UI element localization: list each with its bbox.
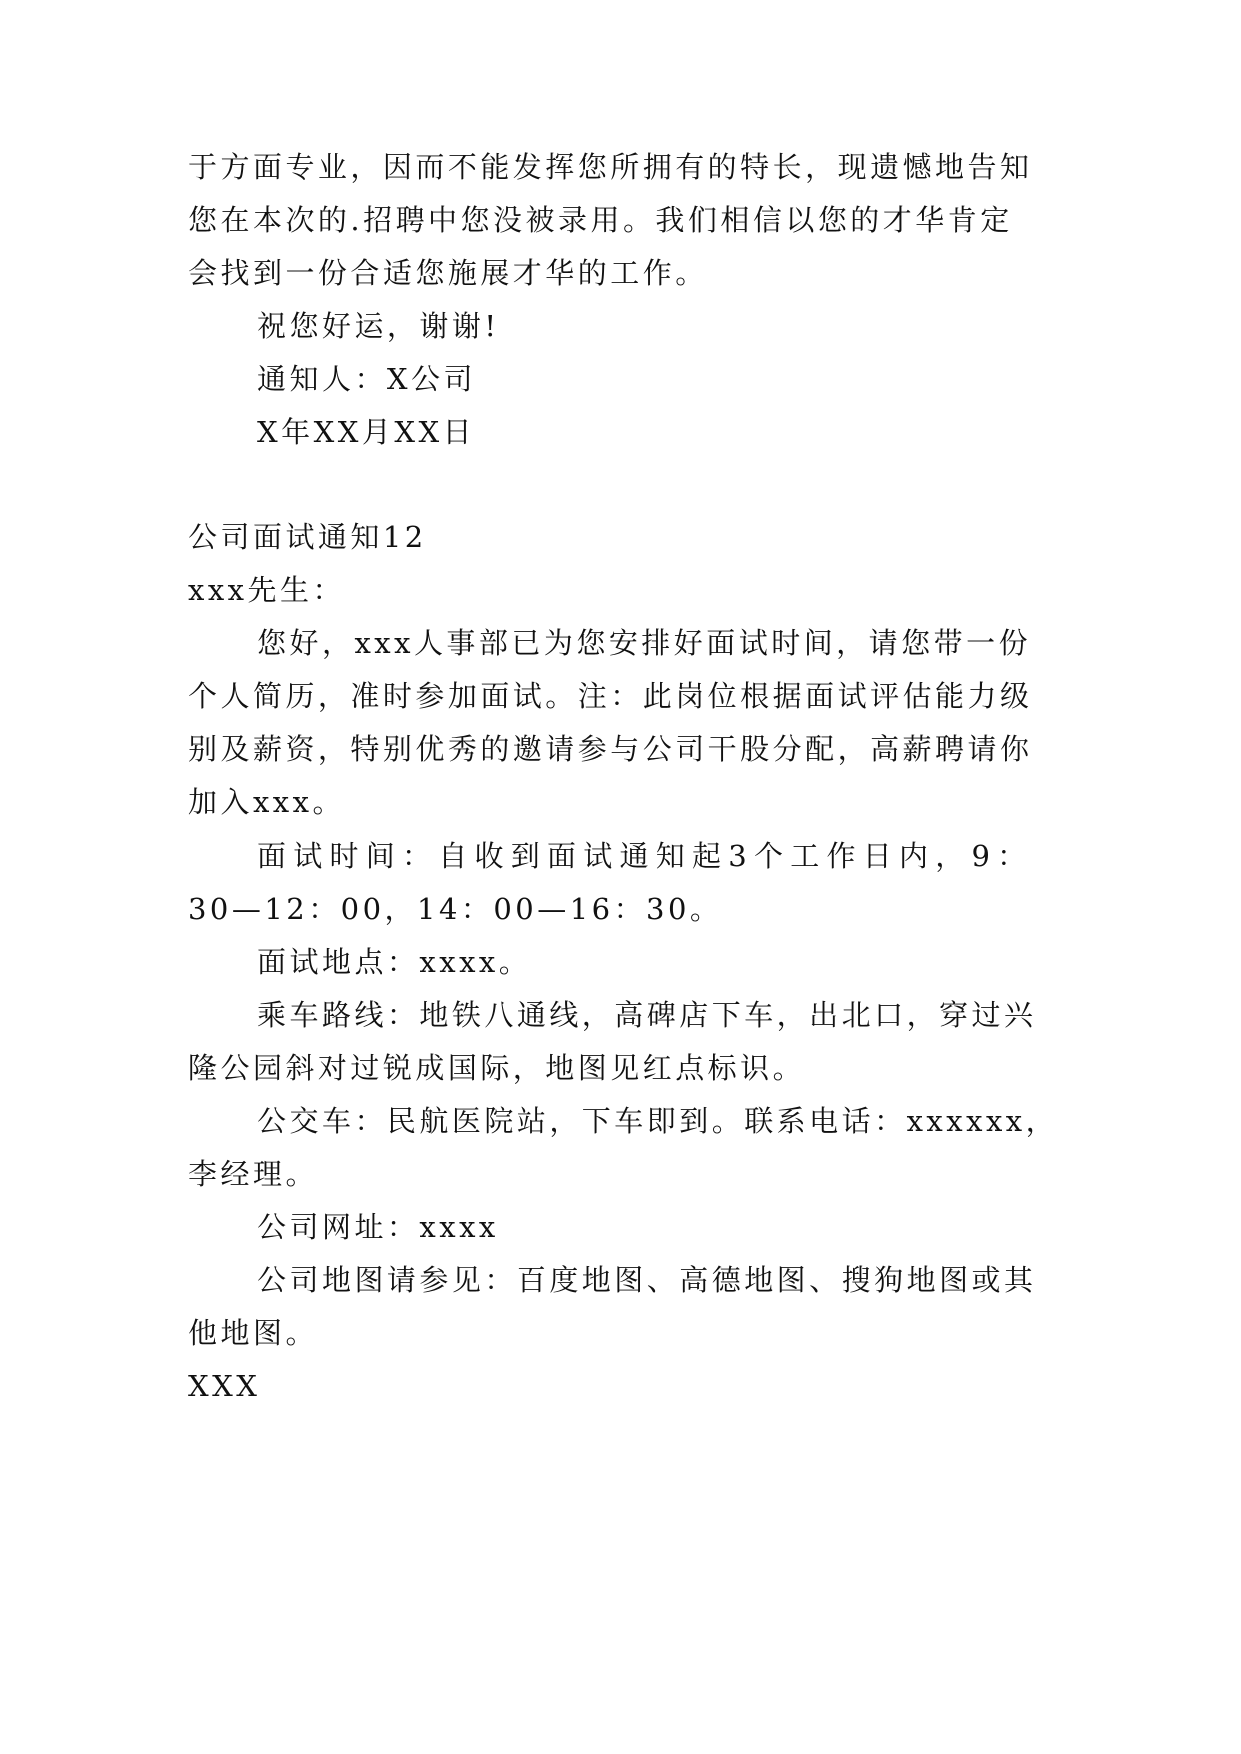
letter1-closing: 祝您好运，谢谢! — [257, 309, 500, 343]
letter2-intro-line-3: 别及薪资，特别优秀的邀请参与公司干股分配，高薪聘请你 — [188, 732, 1033, 766]
letter1-notifier: 通知人：X公司 — [257, 362, 477, 396]
letter2-map-line-2: 他地图。 — [188, 1316, 318, 1350]
letter2-salutation: xxx先生： — [188, 573, 345, 607]
letter2-bus-line-2: 李经理。 — [188, 1157, 318, 1191]
letter1-body-line-3: 会找到一份合适您施展才华的工作。 — [188, 256, 708, 290]
letter2-website: 公司网址：xxxx — [257, 1210, 499, 1244]
letter2-time-line-1: 面试时间：自收到面试通知起3个工作日内，9： — [257, 839, 1034, 873]
letter2-time-line-2: 30—12：00，14：00—16：30。 — [188, 892, 723, 926]
letter2-signature: XXX — [188, 1369, 261, 1403]
letter2-intro-line-1: 您好，xxx人事部已为您安排好面试时间，请您带一份 — [257, 626, 1032, 660]
letter2-title: 公司面试通知12 — [188, 520, 427, 554]
letter1-body-line-2: 您在本次的.招聘中您没被录用。我们相信以您的才华肯定 — [188, 203, 1013, 237]
letter2-location: 面试地点：xxxx。 — [257, 945, 532, 979]
letter2-intro-line-4: 加入xxx。 — [188, 785, 345, 819]
letter2-map-line-1: 公司地图请参见：百度地图、高德地图、搜狗地图或其 — [257, 1263, 1037, 1297]
letter2-route-line-2: 隆公园斜对过锐成国际，地图见红点标识。 — [188, 1051, 806, 1085]
letter1-date: X年XX月XX日 — [257, 415, 476, 449]
letter1-body-line-1: 于方面专业，因而不能发挥您所拥有的特长，现遗憾地告知 — [188, 150, 1033, 184]
letter2-route-line-1: 乘车路线：地铁八通线，高碑店下车，出北口，穿过兴 — [257, 998, 1037, 1032]
letter2-intro-line-2: 个人简历，准时参加面试。注：此岗位根据面试评估能力级 — [188, 679, 1033, 713]
letter2-bus-line-1: 公交车：民航医院站，下车即到。联系电话：xxxxxx， — [257, 1104, 1059, 1138]
